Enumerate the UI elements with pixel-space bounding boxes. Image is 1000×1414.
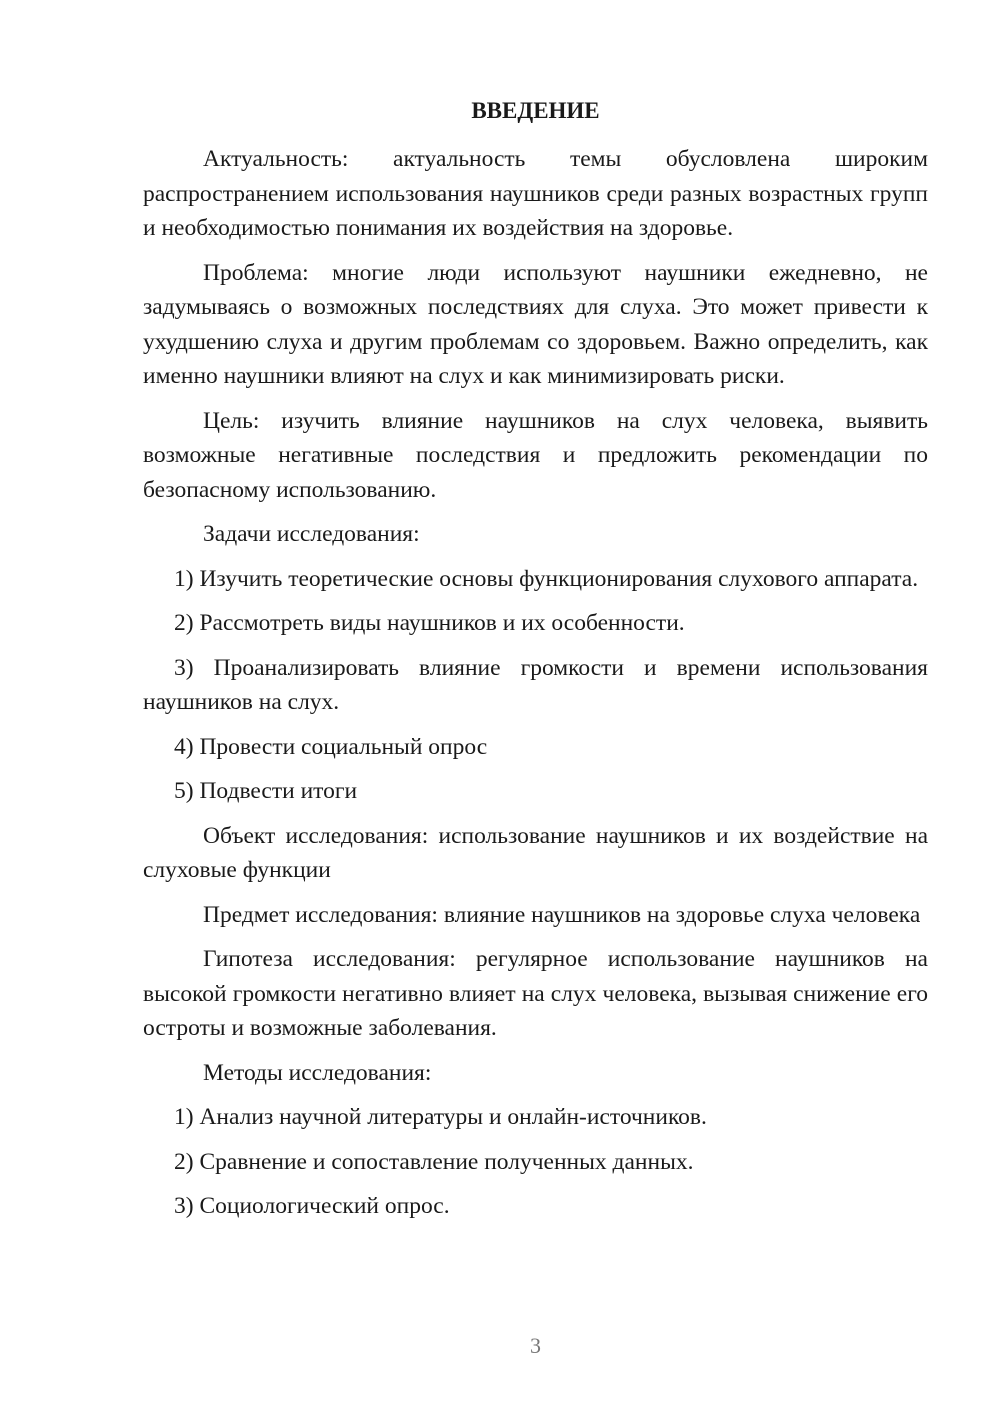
page-number: 3 <box>530 1333 541 1358</box>
object-paragraph: Объект исследования: использование наушников и их воздействие на слуховые функции <box>143 822 928 883</box>
task-item: 2) Рассмотреть виды наушников и их особенности. <box>174 610 685 636</box>
method-item: 2) Сравнение и сопоставление полученных данных. <box>174 1148 694 1175</box>
task-item: 4) Провести социальный опрос <box>174 733 488 760</box>
goal-paragraph: Цель: изучить влияние наушников на слух человека, выявить возможные негативные последствия и предложить рекомендации по безопасному использованию. <box>143 407 928 503</box>
problem-paragraph: Проблема: многие люди используют наушники ежедневно, не задумываясь о возможных последствиях для слуха. Это может привести к ухудшению слуха и другим проблемам со здоровьем. Важно определить, как именно наушники влияют на слух и как минимизировать риски. <box>143 259 928 389</box>
hypothesis-paragraph: Гипотеза исследования: регулярное использование наушников на высокой громкости негативно влияет на слух человека, вызывая снижение его остроты и возможные заболевания. <box>143 946 928 1041</box>
tasks-heading: Задачи исследования: <box>203 521 420 547</box>
page-title: ВВЕДЕНИЕ <box>471 98 600 123</box>
method-item: 1) Анализ научной литературы и онлайн-источников. <box>174 1104 707 1130</box>
methods-heading: Методы исследования: <box>203 1059 432 1086</box>
method-item: 3) Социологический опрос. <box>174 1193 450 1219</box>
document-page <box>143 0 928 1414</box>
subject-paragraph: Предмет исследования: влияние наушников на здоровье слуха человека <box>203 901 921 928</box>
relevance-paragraph: Актуальность: актуальность темы обусловлена широким распространением использования наушников среди разных возрастных групп и необходимостью понимания их воздействия на здоровье. <box>143 146 928 241</box>
document-body <box>143 142 928 1234</box>
task-item: 3) Проанализировать влияние громкости и времени использования наушников на слух. <box>143 654 928 715</box>
task-item: 5) Подвести итоги <box>174 778 358 804</box>
task-item: 1) Изучить теоретические основы функционирования слухового аппарата. <box>174 565 919 592</box>
